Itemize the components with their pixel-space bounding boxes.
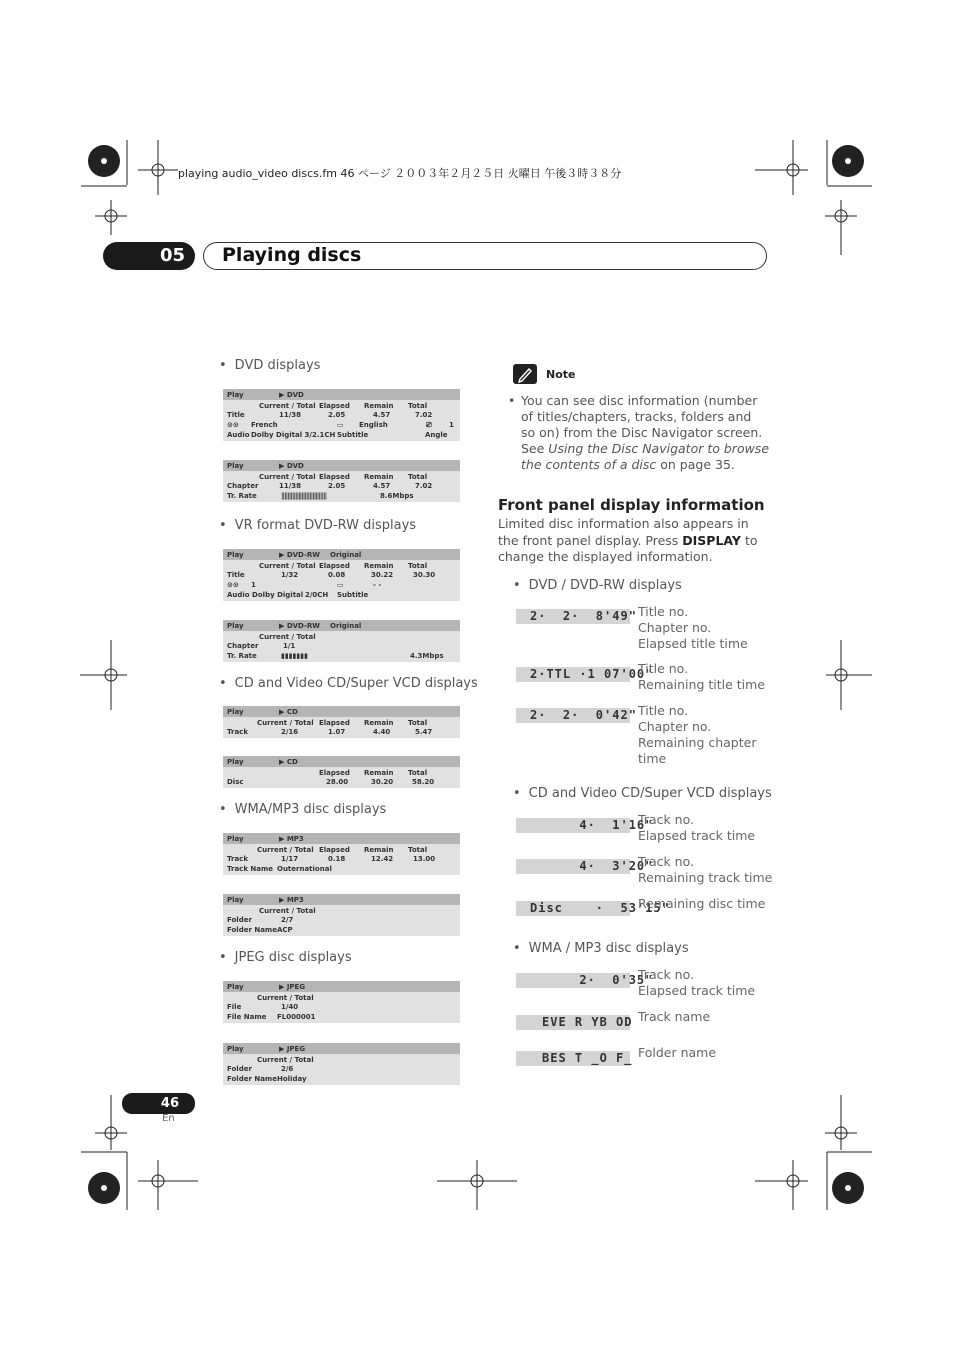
chapter-number: 05 [103, 242, 195, 270]
rate-meter: ||||||||||||||||||||||||||||| [281, 492, 327, 500]
subtitle-icon: ▭ [337, 581, 344, 589]
fp-display-9: BES T _O F_ [516, 1051, 630, 1066]
heading-vr-displays: • VR format DVD-RW displays [219, 518, 416, 533]
rate-meter: ▮▮▮▮▮▮▮ [281, 652, 308, 660]
osd-vr-chapter: Play ▶ DVD-RW Original Current / Total Chapter 1/1 Tr. Rate ▮▮▮▮▮▮▮ 4.3Mbps [223, 620, 460, 662]
page-language: En [162, 1113, 175, 1124]
heading-jpeg-displays: • JPEG disc displays [219, 950, 352, 965]
osd-jpeg-file: Play ▶ JPEG Current / Total File 1/40 File Name FL000001 [223, 981, 460, 1023]
page-number: 46 [122, 1093, 195, 1114]
fp-label-8: Track name [638, 1009, 711, 1024]
section-intro: Limited disc information also appears in the front panel display. Press DISPLAY to change the displayed information. [498, 516, 758, 564]
fp-label-7: Track no. Elapsed track time [638, 967, 756, 998]
note-text: You can see disc information (number of titles/chapters, tracks, folders and so on) from the Disc Navigator screen. See Using the Disc Navigator to browse the contents of a disc on page 35. [521, 393, 770, 472]
fp-display-4: 4· 1'16" [516, 818, 630, 833]
fp-display-2: 2·TTL ·1 07'00" [516, 667, 630, 682]
osd-mp3-track: Play ▶ MP3 Current / Total Elapsed Remain Total Track 1/17 0.18 12.42 13.00 Track Name Outernational [223, 833, 460, 875]
osd-cd-disc: Play ▶ CD Elapsed Remain Total Disc 28.00 30.20 58.20 [223, 756, 460, 788]
fp-label-6: Remaining disc time [638, 896, 766, 911]
fp-display-6: Disc · 53'15" [516, 901, 630, 916]
file-header-line: playing audio_video discs.fm 46 ページ ２００３年２月２５日 火曜日 午後３時３８分 [178, 167, 622, 180]
osd-dvd-chapter: Play ▶ DVD Current / Total Elapsed Remain Total Chapter 11/38 2.05 4.57 7.02 Tr. Rate ||||||||||||||||||||||||||||| 8.6Mbps [223, 460, 460, 502]
heading-cd-displays: • CD and Video CD/Super VCD displays [219, 676, 478, 691]
osd-mp3-folder: Play ▶ MP3 Current / Total Folder 2/7 Folder Name ACP [223, 894, 460, 936]
osd-dvd-title: Play ▶ DVD Current / Total Elapsed Remain Total Title 11/38 2.05 4.57 7.02 ⊙⊙ French ▭ English ⎚ 1 Audio Dolby Digital 3/2.1CH Subtitle Angle [223, 389, 460, 441]
heading-fp-dvd: • DVD / DVD-RW displays [513, 578, 682, 593]
fp-display-3: 2· 2· 0'42" [516, 708, 630, 723]
fp-display-5: 4· 3'20" [516, 859, 630, 874]
fp-label-1: Title no. Chapter no. Elapsed title time [638, 604, 748, 651]
audio-disc-icon: ⊙⊙ [227, 581, 239, 589]
chapter-title: Playing discs [222, 244, 362, 266]
note-label: Note [546, 368, 576, 381]
heading-fp-wma: • WMA / MP3 disc displays [513, 941, 689, 956]
fp-label-3: Title no. Chapter no. Remaining chapter time [638, 703, 757, 766]
section-title: Front panel display information [498, 496, 765, 514]
fp-label-2: Title no. Remaining title time [638, 661, 766, 692]
fp-display-8: EVE R YB OD [516, 1015, 630, 1030]
osd-vr-title: Play ▶ DVD-RW Original Current / Total Elapsed Remain Total Title 1/32 0.08 30.22 30.30 ⊙⊙ 1 ▭ - - Audio Dolby Digital 2/0CH Subtitle [223, 549, 460, 601]
heading-fp-cd: • CD and Video CD/Super VCD displays [513, 786, 772, 801]
heading-wma-displays: • WMA/MP3 disc displays [219, 802, 386, 817]
note-pencil-icon [513, 364, 537, 384]
fp-display-7: 2· 0'35" [516, 973, 630, 988]
subtitle-icon: ▭ [337, 421, 344, 429]
fp-label-5: Track no. Remaining track time [638, 854, 773, 885]
note-bullet: • [508, 393, 516, 408]
fp-label-9: Folder name [638, 1045, 717, 1060]
heading-dvd-displays: • DVD displays [219, 358, 320, 373]
osd-jpeg-folder: Play ▶ JPEG Current / Total Folder 2/6 Folder Name Holiday [223, 1043, 460, 1085]
angle-camera-icon: ⎚ [426, 421, 432, 429]
audio-disc-icon: ⊙⊙ [227, 421, 239, 429]
fp-label-4: Track no. Elapsed track time [638, 812, 756, 843]
osd-cd-track: Play ▶ CD Current / Total Elapsed Remain Total Track 2/16 1.07 4.40 5.47 [223, 706, 460, 738]
fp-display-1: 2· 2· 8'49" [516, 609, 630, 624]
